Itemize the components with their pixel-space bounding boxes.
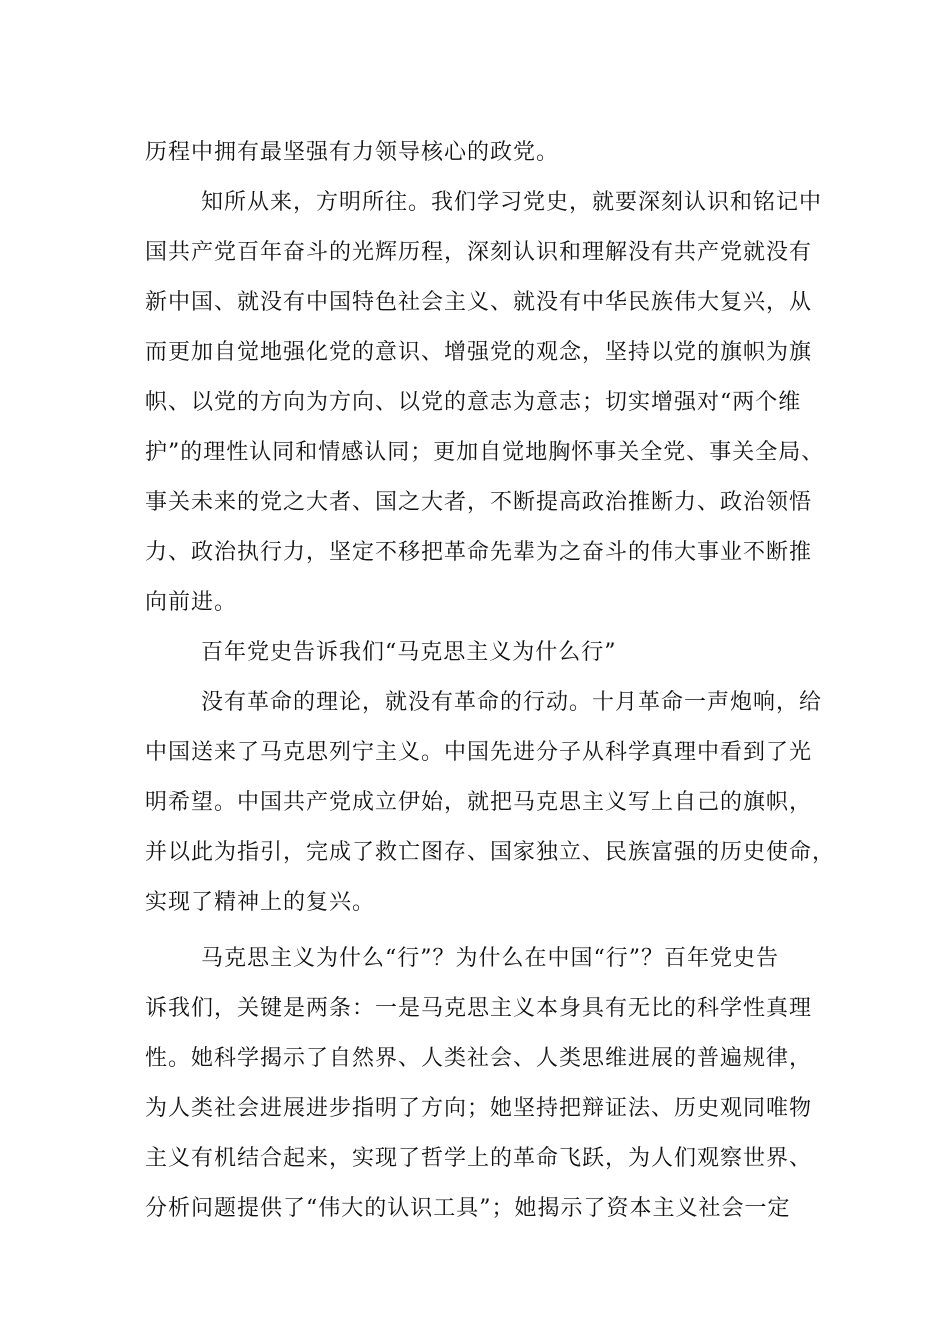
paragraph-start-line: 知所从来，方明所往。我们学习党史，就要深刻认识和铭记中 bbox=[201, 190, 823, 215]
text-line: 帜、以党的方向为方向、以党的意志为意志；切实增强对“两个维 bbox=[145, 390, 802, 415]
text-line: 主义有机结合起来，实现了哲学上的革命飞跃，为人们观察世界、 bbox=[145, 1146, 813, 1171]
text-line: 为人类社会进展进步指明了方向；她坚持把辩证法、历史观同唯物 bbox=[145, 1096, 813, 1121]
paragraph-start-line: 没有革命的理论，就没有革命的行动。十月革命一声炮响，给 bbox=[201, 690, 823, 715]
text-line: 历程中拥有最坚强有力领导核心的政党。 bbox=[145, 140, 560, 165]
paragraph-start-line: 马克思主义为什么“行”？为什么在中国“行”？百年党史告 bbox=[201, 946, 779, 971]
text-line: 国共产党百年奋斗的光辉历程，深刻认识和理解没有共产党就没有 bbox=[145, 240, 813, 265]
text-line: 而更加自觉地强化党的意识、增强党的观念，坚持以党的旗帜为旗 bbox=[145, 340, 813, 365]
text-line: 分析问题提供了“伟大的认识工具”；她揭示了资本主义社会一定 bbox=[145, 1196, 791, 1221]
text-line: 实现了精神上的复兴。 bbox=[145, 890, 376, 915]
text-line: 诉我们，关键是两条：一是马克思主义本身具有无比的科学性真理 bbox=[145, 996, 813, 1021]
body-text bbox=[145, 128, 835, 1234]
text-line: 事关未来的党之大者、国之大者，不断提高政治推断力、政治领悟 bbox=[145, 490, 813, 515]
text-line: 护”的理性认同和情感认同；更加自觉地胸怀事关全党、事关全局、 bbox=[145, 440, 825, 465]
text-line: 中国送来了马克思列宁主义。中国先进分子从科学真理中看到了光 bbox=[145, 740, 813, 765]
text-line: 力、政治执行力，坚定不移把革命先辈为之奋斗的伟大事业不断推 bbox=[145, 540, 813, 565]
text-line: 性。她科学揭示了自然界、人类社会、人类思维进展的普遍规律， bbox=[145, 1046, 813, 1071]
section-heading: 百年党史告诉我们“马克思主义为什么行” bbox=[201, 640, 617, 665]
text-line: 并以此为指引，完成了救亡图存、国家独立、民族富强的历史使命， bbox=[145, 840, 836, 865]
text-line: 新中国、就没有中国特色社会主义、就没有中华民族伟大复兴，从 bbox=[145, 290, 813, 315]
text-line: 明希望。中国共产党成立伊始，就把马克思主义写上自己的旗帜， bbox=[145, 790, 813, 815]
text-line: 向前进。 bbox=[145, 590, 238, 615]
